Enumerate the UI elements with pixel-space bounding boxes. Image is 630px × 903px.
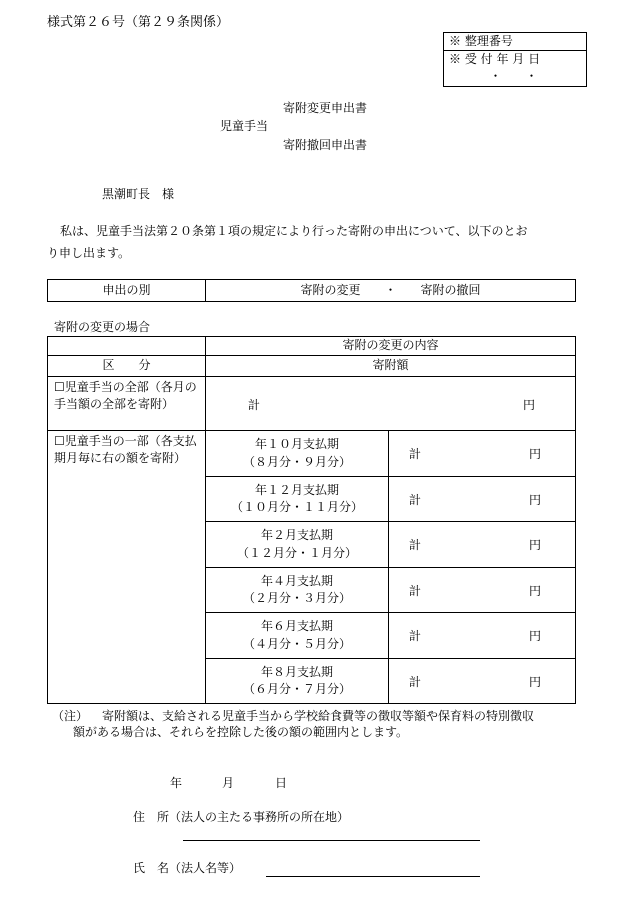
period-months: （１２月分・１月分）	[236, 545, 357, 560]
period-amount	[389, 477, 576, 522]
period-months: （１０月分・１１月分）	[230, 500, 363, 514]
period-name: 年６月支払期	[260, 619, 333, 634]
period-amount	[389, 568, 576, 613]
period-yen-label: 円	[528, 584, 541, 598]
period-total-label: 計	[409, 675, 422, 689]
address-label: 住 所（法人の主たる事務所の所在地）	[133, 810, 350, 824]
request-type-value: 寄附の変更 ・ 寄附の撤回	[206, 280, 576, 302]
title-withdraw: 寄附撤回申出書	[283, 138, 368, 152]
period-yen-label: 円	[528, 447, 541, 461]
reception-date-cell	[444, 51, 587, 87]
all-allowance-cell: ☐児童手当の全部（各月の手当額の全部を寄附）	[48, 377, 206, 431]
period-months: （８月分・９月分）	[242, 454, 351, 469]
period-name: 年２月支払期	[260, 528, 333, 543]
period-amount	[389, 522, 576, 568]
title-change: 寄附変更申出書	[283, 101, 368, 115]
request-type-label: 申出の別	[48, 280, 206, 302]
header-amount: 寄附額	[206, 356, 576, 377]
period-yen-label: 円	[528, 538, 541, 552]
date-day: 日	[275, 776, 288, 790]
reception-number-label: ※ 整理番号	[444, 33, 587, 51]
period-amount	[389, 613, 576, 659]
name-underline	[266, 876, 480, 877]
period-row-6	[206, 659, 389, 704]
period-yen-label: 円	[528, 629, 541, 643]
period-row-5	[206, 613, 389, 659]
period-name: 年１２月支払期	[254, 482, 339, 497]
change-section-label: 寄附の変更の場合	[54, 320, 151, 334]
address-underline	[183, 840, 480, 841]
reception-date-label: ※ 受 付 年 月 日	[449, 52, 541, 67]
period-yen-label: 円	[528, 493, 541, 507]
period-name: 年８月支払期	[260, 664, 333, 679]
part-allowance-cell: ☐児童手当の一部（各支払期月毎に右の額を寄附）	[48, 431, 206, 704]
note-line2: 額がある場合は、それらを控除した後の額の範囲内とします。	[73, 725, 409, 739]
reception-date-dots: ・ ・	[489, 68, 538, 83]
header-content: 寄附の変更の内容	[206, 337, 576, 356]
period-total-label: 計	[409, 447, 422, 461]
all-yen-label: 円	[522, 398, 535, 412]
period-row-4	[206, 568, 389, 613]
body-text-line1: 私は、児童手当法第２０条第１項の規定により行った寄附の申出について、以下のとお	[60, 224, 528, 238]
period-months: （２月分・３月分）	[242, 591, 351, 605]
period-total-label: 計	[409, 629, 422, 643]
period-amount	[389, 659, 576, 704]
period-months: （６月分・７月分）	[242, 682, 351, 696]
addressee: 黒潮町長 様	[102, 187, 175, 201]
form-number: 様式第２６号（第２９条関係）	[47, 15, 230, 30]
all-total-label: 計	[248, 398, 261, 412]
note-label: （注）	[52, 709, 89, 723]
period-months: （４月分・５月分）	[242, 636, 351, 651]
period-yen-label: 円	[528, 675, 541, 689]
period-total-label: 計	[409, 584, 422, 598]
request-type-table	[47, 279, 576, 302]
period-row-1	[206, 431, 389, 477]
name-label: 氏 名（法人名等）	[133, 861, 242, 875]
note-line1: 寄附額は、支給される児童手当から学校給食費等の徴収等額や保育料の特別徴収	[102, 709, 535, 723]
date-month: 月	[222, 776, 235, 790]
period-total-label: 計	[409, 538, 422, 552]
date-year: 年	[170, 776, 183, 790]
header-category: 区 分	[48, 356, 206, 377]
period-amount	[389, 431, 576, 477]
reception-box	[443, 32, 587, 87]
period-row-2	[206, 477, 389, 522]
title-child-allowance: 児童手当	[220, 119, 269, 133]
all-amount-cell	[206, 377, 576, 431]
change-table	[47, 336, 576, 704]
period-name: 年１０月支払期	[254, 437, 339, 452]
period-total-label: 計	[409, 493, 422, 507]
body-text-line2: り申し出ます。	[47, 246, 131, 260]
period-name: 年４月支払期	[260, 573, 333, 588]
period-row-3	[206, 522, 389, 568]
